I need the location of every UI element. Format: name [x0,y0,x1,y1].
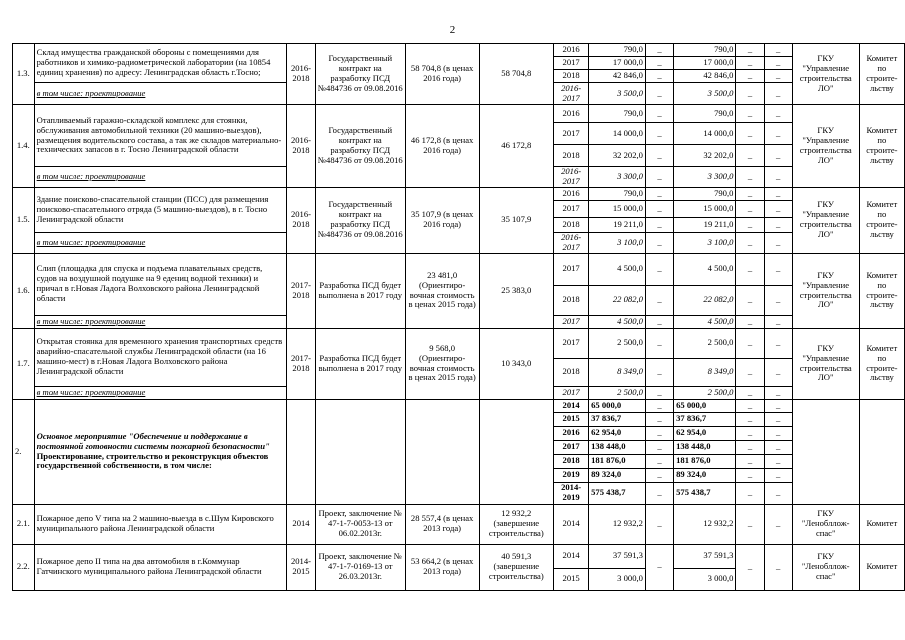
year: 2017 [554,200,589,217]
amount: 2 500,0 [589,328,646,358]
row-number: 2.2. [13,544,35,590]
design-subrow-label: в том числе: проектирование [34,386,287,399]
object-name: Слип (площадка для спуска и подъема плавательных средств, судов на воздушной подушке на 9 едениц водной техники) и причал в г.Новая Ладога Волховского района Ленинградской области [34,253,287,315]
year: 2018 [554,285,589,315]
dash: _ [645,123,673,145]
estimated-cost: 23 481,0 (Ориентиро-вочная стоимость в ценах 2015 года) [405,253,479,328]
dash: _ [736,145,764,167]
year: 2018 [554,70,589,83]
dash: _ [736,232,764,253]
amount: 89 324,0 [589,468,646,482]
dash: _ [645,217,673,232]
regional-budget: 37 591,3 [674,544,736,568]
year: 2017 [554,253,589,285]
object-name: Пожарное депо V типа на 2 машино-выезда в с.Шум Кировского муниципального района Ленинградской области [34,504,287,544]
year: 2017 [554,315,589,328]
executor: ГКУ "Управление строительства ЛО" [792,44,859,105]
document: Государственный контракт на разработку ПСД №484736 от 09.08.2016 [315,105,405,188]
dash: _ [645,328,673,358]
dash: _ [736,57,764,70]
amount: 32 202,0 [589,145,646,167]
dash: _ [764,358,792,386]
dash: _ [736,399,764,412]
design-subrow-label: в том числе: проектирование [34,315,287,328]
amount: 4 500,0 [589,315,646,328]
regional-budget: 32 202,0 [674,145,736,167]
dash: _ [736,358,764,386]
amount: 22 082,0 [589,285,646,315]
empty-cell [287,399,316,504]
dash: _ [764,187,792,200]
dash: _ [764,412,792,426]
total-cost: 40 591,3 (завершение строительства) [479,544,554,590]
dash: _ [736,167,764,188]
amount: 42 846,0 [589,70,646,83]
amount: 37 591,3 [589,544,646,568]
dash: _ [764,83,792,105]
dash: _ [645,482,673,504]
year: 2014 [554,544,589,568]
dash: _ [736,468,764,482]
dash: _ [764,544,792,590]
table-row [13,105,905,123]
regional-budget: 790,0 [674,105,736,123]
dash: _ [645,167,673,188]
dash: _ [645,83,673,105]
year: 2016 [554,105,589,123]
regional-budget: 3 100,0 [674,232,736,253]
controller: Комитет по строите-льству [859,105,904,188]
regional-budget: 19 211,0 [674,217,736,232]
controller: Комитет [859,544,904,590]
dash: _ [764,44,792,57]
dash: _ [645,315,673,328]
dash: _ [736,200,764,217]
dash: _ [764,217,792,232]
document: Проект, заключение № 47-1-7-0053-13 от 06.02.2013г. [315,504,405,544]
regional-budget: 4 500,0 [674,315,736,328]
year: 2017 [554,328,589,358]
regional-budget: 37 836,7 [674,412,736,426]
year: 2016-2017 [554,167,589,188]
executor: ГКУ "Ленобллож-спас" [792,504,859,544]
regional-budget: 4 500,0 [674,253,736,285]
dash: _ [645,504,673,544]
amount: 181 876,0 [589,454,646,468]
empty-cell [315,399,405,504]
period: 2017-2018 [287,253,316,328]
dash: _ [736,83,764,105]
dash: _ [645,468,673,482]
dash: _ [764,167,792,188]
executor: ГКУ "Управление строительства ЛО" [792,328,859,399]
dash: _ [645,285,673,315]
dash: _ [764,285,792,315]
object-name: Здание поисково-спасательной станции (ПСС) для размещения поисково-спасательного отряда (5 машино-выездов), в г. Тосно Ленинградской области [34,187,287,232]
estimated-cost: 53 664,2 (в ценах 2013 года) [405,544,479,590]
total-cost: 35 107,9 [479,187,554,253]
regional-budget: 14 000,0 [674,123,736,145]
dash: _ [736,504,764,544]
dash: _ [645,412,673,426]
year: 2016 [554,187,589,200]
dash: _ [736,482,764,504]
total-cost: 58 704,8 [479,44,554,105]
dash: _ [645,44,673,57]
table-row [13,544,905,568]
amount: 62 954,0 [589,426,646,440]
table-row [13,44,905,57]
regional-budget: 12 932,2 [674,504,736,544]
regional-budget: 65 000,0 [674,399,736,412]
table-row [13,253,905,285]
dash: _ [645,232,673,253]
dash: _ [764,468,792,482]
total-cost: 10 343,0 [479,328,554,399]
row-number: 1.7. [13,328,35,399]
dash: _ [645,426,673,440]
amount: 138 448,0 [589,440,646,454]
document: Проект, заключение № 47-1-7-0169-13 от 26.03.2013г. [315,544,405,590]
year: 2019 [554,468,589,482]
amount: 37 836,7 [589,412,646,426]
controller: Комитет по строите-льству [859,187,904,253]
document: Государственный контракт на разработку ПСД №484736 от 09.08.2016 [315,44,405,105]
executor: ГКУ "Управление строительства ЛО" [792,187,859,253]
empty-cell [792,399,859,504]
dash: _ [764,482,792,504]
regional-budget: 89 324,0 [674,468,736,482]
period: 2016-2018 [287,187,316,253]
table-row [13,187,905,200]
year: 2017 [554,386,589,399]
year: 2017 [554,123,589,145]
object-name [34,399,287,504]
regional-budget: 3 000,0 [674,568,736,590]
dash: _ [764,328,792,358]
dash: _ [736,426,764,440]
table-row [13,328,905,358]
amount: 65 000,0 [589,399,646,412]
dash: _ [645,253,673,285]
regional-budget: 790,0 [674,187,736,200]
dash: _ [736,123,764,145]
amount: 790,0 [589,105,646,123]
period: 2017-2018 [287,328,316,399]
dash: _ [736,440,764,454]
dash: _ [645,70,673,83]
dash: _ [764,145,792,167]
row-number: 2. [13,399,35,504]
amount: 3 500,0 [589,83,646,105]
regional-budget: 3 300,0 [674,167,736,188]
dash: _ [764,454,792,468]
total-cost: 12 932,2 (завершение строительства) [479,504,554,544]
dash: _ [764,105,792,123]
dash: _ [736,253,764,285]
regional-budget: 17 000,0 [674,57,736,70]
dash: _ [645,399,673,412]
year: 2018 [554,454,589,468]
controller: Комитет [859,504,904,544]
dash: _ [736,217,764,232]
year: 2014 [554,399,589,412]
amount: 790,0 [589,44,646,57]
dash: _ [736,285,764,315]
regional-budget: 42 846,0 [674,70,736,83]
year: 2017 [554,57,589,70]
year: 2018 [554,358,589,386]
dash: _ [764,315,792,328]
executor: ГКУ "Ленобллож-спас" [792,544,859,590]
design-subrow-label: в том числе: проектирование [34,167,287,188]
row-number: 1.3. [13,44,35,105]
empty-cell [479,399,554,504]
row-number: 1.6. [13,253,35,328]
year: 2018 [554,217,589,232]
controller: Комитет по строите-льству [859,253,904,328]
dash: _ [645,105,673,123]
executor: ГКУ "Управление строительства ЛО" [792,105,859,188]
dash: _ [645,57,673,70]
dash: – [645,544,673,590]
total-cost: 46 172,8 [479,105,554,188]
dash: _ [645,145,673,167]
amount: 2 500,0 [589,386,646,399]
dash: _ [645,454,673,468]
empty-cell [405,399,479,504]
amount: 3 300,0 [589,167,646,188]
object-name: Склад имущества гражданской обороны с помещениями для работников и химико-радиометрической лаборатории (на 10854 единиц хранения) по адресу: Ленинградская область г.Тосно; [34,44,287,83]
amount: 17 000,0 [589,57,646,70]
dash: _ [645,187,673,200]
estimated-cost: 9 568,0 (Ориентиро-вочная стоимость в ценах 2015 года) [405,328,479,399]
dash: _ [736,412,764,426]
regional-budget: 3 500,0 [674,83,736,105]
dash: _ [645,200,673,217]
dash: _ [736,386,764,399]
regional-budget: 2 500,0 [674,328,736,358]
amount: 12 932,2 [589,504,646,544]
year: 2014 [554,504,589,544]
dash: _ [645,358,673,386]
amount: 19 211,0 [589,217,646,232]
period: 2016-2018 [287,105,316,188]
controller: Комитет по строите-льству [859,44,904,105]
dash: _ [736,44,764,57]
regional-budget: 138 448,0 [674,440,736,454]
regional-budget: 790,0 [674,44,736,57]
regional-budget: 22 082,0 [674,285,736,315]
regional-budget: 575 438,7 [674,482,736,504]
amount: 8 349,0 [589,358,646,386]
dash: _ [764,386,792,399]
dash: _ [736,454,764,468]
dash: _ [764,426,792,440]
year: 2015 [554,412,589,426]
design-subrow-label: в том числе: проектирование [34,83,287,105]
row-number: 2.1. [13,504,35,544]
document: Разработка ПСД будет выполнена в 2017 году [315,253,405,328]
period: 2014 [287,504,316,544]
amount: 575 438,7 [589,482,646,504]
dash: _ [764,57,792,70]
total-cost: 25 383,0 [479,253,554,328]
dash: _ [645,440,673,454]
estimated-cost: 35 107,9 (в ценах 2016 года) [405,187,479,253]
dash: _ [764,200,792,217]
year: 2017 [554,440,589,454]
regional-budget: 8 349,0 [674,358,736,386]
row-number: 1.5. [13,187,35,253]
year: 2014-2019 [554,482,589,504]
amount: 3 000,0 [589,568,646,590]
dash: _ [764,399,792,412]
year: 2016-2017 [554,232,589,253]
year: 2015 [554,568,589,590]
object-name: Пожарное депо II типа на два автомобиля в г.Коммунар Гатчинского муниципального района Ленинградской области [34,544,287,590]
controller: Комитет по строите-льству [859,328,904,399]
year: 2016-2017 [554,83,589,105]
dash: _ [736,328,764,358]
dash: _ [736,70,764,83]
amount: 790,0 [589,187,646,200]
dash: _ [736,187,764,200]
estimated-cost: 58 704,8 (в ценах 2016 года) [405,44,479,105]
year: 2016 [554,426,589,440]
table-row [13,399,905,412]
empty-cell [859,399,904,504]
amount: 14 000,0 [589,123,646,145]
estimated-cost: 28 557,4 (в ценах 2013 года) [405,504,479,544]
object-name: Открытая стоянка для временного хранения транспортных средств аварийно-спасательной службы Ленинградской области (на 16 машино-мест) в г.Новая Ладога Волховского района Ленинградской области [34,328,287,386]
dash: _ [764,123,792,145]
dash: _ [645,386,673,399]
regional-budget: 62 954,0 [674,426,736,440]
document: Государственный контракт на разработку ПСД №484736 от 09.08.2016 [315,187,405,253]
object-name: Отапливаемый гаражно-складской комплекс для стоянки, обслуживания автомобильной техники (20 машино-выездов), размещения водительского состава, а так же складов материально-технических запасов в г. Тосно Ленинградской области [34,105,287,167]
dash: _ [764,70,792,83]
document: Разработка ПСД будет выполнена в 2017 году [315,328,405,399]
regional-budget: 181 876,0 [674,454,736,468]
dash: _ [764,440,792,454]
dash: _ [736,544,764,590]
amount: 15 000,0 [589,200,646,217]
executor: ГКУ "Управление строительства ЛО" [792,253,859,328]
main-activity-title: Основное мероприятие "Обеспечение и поддержание в постоянной готовности системы пожарной безопасности" [36,430,270,451]
table-row [13,504,905,544]
dash: _ [764,232,792,253]
main-activity-subtitle: Проектирование, строительство и реконструкция объектов государственной собственности, в том числе: [36,450,269,471]
program-table [12,43,905,591]
row-number: 1.4. [13,105,35,188]
design-subrow-label: в том числе: проектирование [34,232,287,253]
regional-budget: 15 000,0 [674,200,736,217]
period: 2016-2018 [287,44,316,105]
dash: _ [736,315,764,328]
dash: _ [736,105,764,123]
page-number: 2 [449,24,456,36]
amount: 3 100,0 [589,232,646,253]
period: 2014-2015 [287,544,316,590]
regional-budget: 2 500,0 [674,386,736,399]
dash: _ [764,504,792,544]
estimated-cost: 46 172,8 (в ценах 2016 года) [405,105,479,188]
dash: _ [764,253,792,285]
amount: 4 500,0 [589,253,646,285]
year: 2016 [554,44,589,57]
year: 2018 [554,145,589,167]
